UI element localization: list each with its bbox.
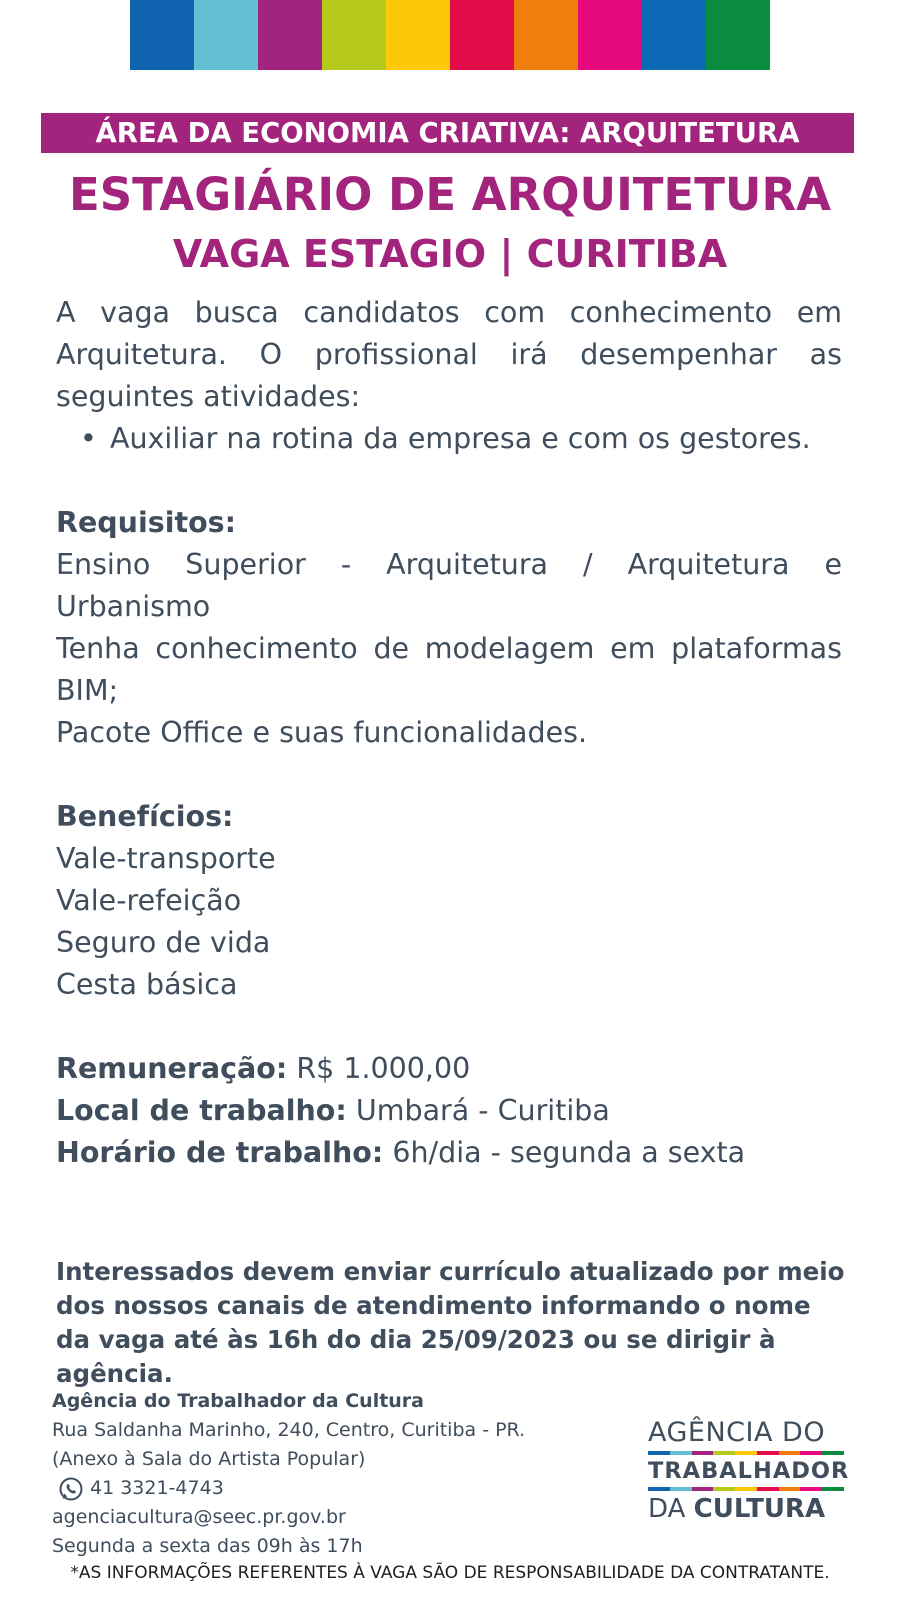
requirements-heading: Requisitos: <box>56 506 237 539</box>
stripe-blue <box>130 0 194 70</box>
pay-label: Remuneração: <box>56 1052 288 1085</box>
pay-value: R$ 1.000,00 <box>287 1052 471 1085</box>
hours-row <box>56 1132 842 1174</box>
job-description <box>56 292 842 1174</box>
color-stripe-banner <box>130 0 770 70</box>
requirement-item: Pacote Office e suas funcionalidades. <box>56 716 588 749</box>
logo-line-3a: DA <box>648 1494 694 1524</box>
hours-label: Horário de trabalho: <box>56 1136 384 1169</box>
benefit-item: Seguro de vida <box>56 926 271 959</box>
benefit-item: Vale-refeição <box>56 884 242 917</box>
activity-item: • Auxiliar na rotina da empresa e com os gestores. <box>110 418 842 460</box>
disclaimer: *AS INFORMAÇÕES REFERENTES À VAGA SÃO DE RESPONSABILIDADE DA CONTRATANTE. <box>70 1563 830 1583</box>
requirement-item: Ensino Superior - Arquitetura / Arquitetura e Urbanismo <box>56 548 842 623</box>
office-hours: Segunda a sexta das 09h às 17h <box>52 1535 363 1557</box>
area-heading: ÁREA DA ECONOMIA CRIATIVA: ARQUITETURA <box>41 113 854 153</box>
pay-row <box>56 1048 842 1090</box>
job-title: ESTAGIÁRIO DE ARQUITETURA <box>69 168 831 221</box>
benefit-item: Vale-transporte <box>56 842 276 875</box>
intro-paragraph: A vaga busca candidatos com conhecimento em Arquitetura. O profissional irá desempenhar as seguintes atividades: <box>56 296 842 413</box>
stripe-blue-2 <box>642 0 706 70</box>
stripe-green <box>706 0 770 70</box>
logo-color-stripe-2 <box>648 1487 844 1491</box>
requirement-item: Tenha conhecimento de modelagem em plataformas BIM; <box>56 632 842 707</box>
stripe-purple <box>258 0 322 70</box>
logo-line-2: TRABALHADOR <box>648 1458 850 1484</box>
logo-line-3 <box>648 1494 844 1524</box>
stripe-pink <box>578 0 642 70</box>
stripe-cyan <box>194 0 258 70</box>
hours-value: 6h/dia - segunda a sexta <box>383 1136 746 1169</box>
logo-line-3b: CULTURA <box>693 1494 826 1524</box>
location-label: Local de trabalho: <box>56 1094 347 1127</box>
stripe-lime <box>322 0 386 70</box>
stripe-yellow <box>386 0 450 70</box>
whatsapp-icon <box>58 1476 84 1502</box>
contact-block <box>52 1387 572 1561</box>
org-name: Agência do Trabalhador da Cultura <box>52 1390 425 1412</box>
application-notice: Interessados devem enviar currículo atualizado por meio dos nossos canais de atendimento informando o nome da vaga até às 16h do dia 25/09/2023 ou se dirigir à agência. <box>56 1257 845 1388</box>
agency-logo <box>648 1417 850 1524</box>
location-value: Umbará - Curitiba <box>346 1094 610 1127</box>
benefits-heading: Benefícios: <box>56 800 234 833</box>
address: Rua Saldanha Marinho, 240, Centro, Curitiba - PR. <box>52 1419 526 1441</box>
stripe-red <box>450 0 514 70</box>
address-annex: (Anexo à Sala do Artista Popular) <box>52 1448 366 1470</box>
job-subtitle: VAGA ESTAGIO | CURITIBA <box>172 232 728 276</box>
email-link[interactable]: agenciacultura@seec.pr.gov.br <box>52 1506 346 1528</box>
stripe-orange <box>514 0 578 70</box>
logo-line-1: AGÊNCIA DO <box>648 1417 826 1448</box>
benefit-item: Cesta básica <box>56 968 238 1001</box>
phone-number[interactable]: 41 3321-4743 <box>90 1477 224 1499</box>
phone-row[interactable] <box>52 1474 572 1503</box>
location-row <box>56 1090 842 1132</box>
activities-list <box>56 418 842 460</box>
logo-color-stripe <box>648 1451 844 1455</box>
